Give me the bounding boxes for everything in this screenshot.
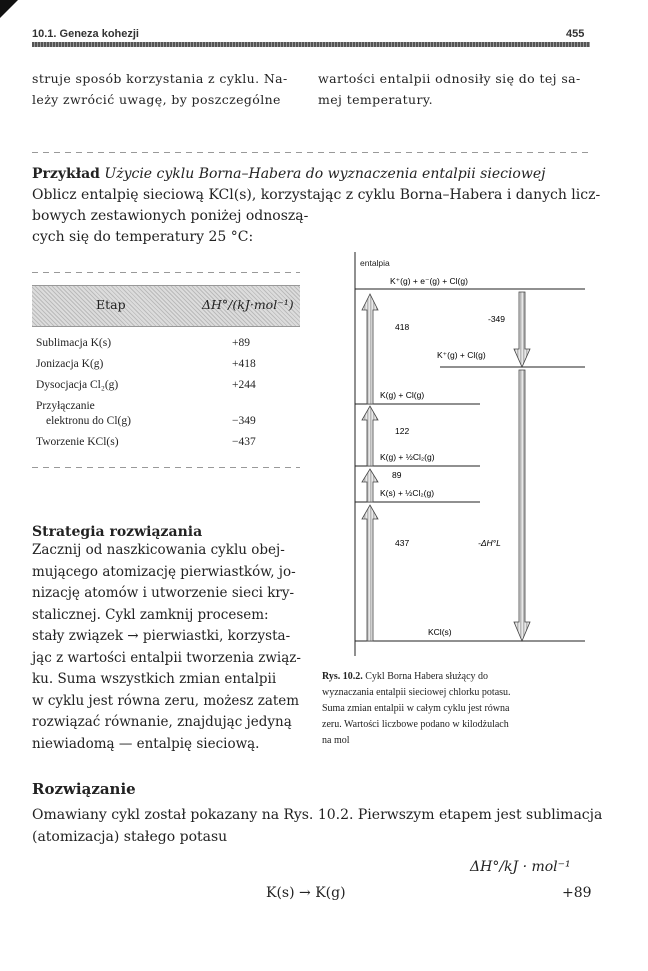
strategy-block <box>32 524 304 755</box>
table-value: −437 <box>232 436 256 448</box>
caption-line: na mol <box>322 735 350 746</box>
example-text: bowych zestawionych poniżej odnoszą- <box>32 208 309 224</box>
table-row <box>32 337 300 358</box>
level-label: K(g) + Cl(g) <box>380 390 425 400</box>
table-step: Dysocjacja Cl₂(g) <box>36 379 119 391</box>
lattice-enthalpy-arrow <box>514 370 530 641</box>
figure-caption <box>322 669 594 749</box>
value-label: -349 <box>488 314 506 324</box>
solution-line: (atomizacja) stałego potasu <box>32 829 228 845</box>
example-label: Przykład <box>32 166 100 182</box>
table-value: +89 <box>232 337 250 349</box>
value-label: 122 <box>395 426 410 436</box>
level-label: K⁺(g) + Cl(g) <box>437 350 486 360</box>
strategy-line: rozwiązać równanie, znajdując jedyną <box>32 714 292 730</box>
example-text: cych się do temperatury 25 °C: <box>32 229 254 245</box>
data-table <box>32 272 300 468</box>
table-step: elektronu do Cl(g) <box>46 415 131 427</box>
level-label: K⁺(g) + e⁻(g) + Cl(g) <box>390 276 468 286</box>
table-row <box>32 415 300 436</box>
solution-title: Rozwiązanie <box>32 780 136 798</box>
strategy-line: w cyklu jest równa zeru, możesz zatem <box>32 692 300 709</box>
value-label: -ΔH°L <box>478 538 501 548</box>
unit-header: ΔH°/kJ · mol⁻¹ <box>470 859 571 875</box>
table-step: Sublimacja K(s) <box>36 337 112 349</box>
intro-right-column <box>318 68 593 110</box>
strategy-line: mującego atomizację pierwiastków, jo- <box>32 563 296 580</box>
strategy-line: Zacznij od naszkicowania cyklu obej- <box>32 542 285 558</box>
sublimation-arrow <box>362 469 378 502</box>
born-haber-diagram <box>340 244 595 662</box>
solution-line: Omawiany cykl został pokazany na Rys. 10.2. Pierwszym etapem jest sublimacja <box>32 807 603 823</box>
strategy-line: stalicznej. Cykl zamknij procesem: <box>32 606 269 623</box>
caption-label: Rys. 10.2. <box>322 671 363 682</box>
strategy-line: ku. Suma wszystkich zmian entalpii <box>32 671 277 687</box>
value-label: 418 <box>395 322 410 332</box>
strategy-line: stały związek → pierwiastki, korzysta- <box>32 628 291 644</box>
header-rule <box>32 42 590 47</box>
energy-levels <box>355 289 585 641</box>
page-number: 455 <box>566 28 585 40</box>
table-body <box>32 337 300 457</box>
strategy-title: Strategia rozwiązania <box>32 524 203 540</box>
table-row <box>32 358 300 379</box>
table-value: −349 <box>232 415 256 427</box>
page-corner-mark <box>0 0 18 18</box>
ionization-arrow <box>362 294 378 404</box>
table-header <box>32 285 300 327</box>
caption-line: Cykl Borna Habera służący do <box>365 671 489 682</box>
table-value: +244 <box>232 379 256 391</box>
solution-text <box>32 804 602 848</box>
example-title: Użycie cyklu Borna–Habera do wyznaczenia entalpii sieciowej <box>104 166 546 182</box>
table-value: +418 <box>232 358 256 370</box>
value-label: 89 <box>392 470 402 480</box>
strategy-line: niewiadomą — entalpię sieciową. <box>32 735 260 752</box>
level-label: K(g) + ½Cl₂(g) <box>380 452 435 462</box>
table-step: Jonizacja K(g) <box>36 358 104 370</box>
table-step: Przyłączanie <box>36 400 95 412</box>
example-block <box>32 164 601 248</box>
divider <box>32 152 592 153</box>
dissociation-arrow <box>362 406 378 466</box>
table-row <box>32 379 300 400</box>
table-row <box>32 436 300 457</box>
table-bottom-rule <box>32 467 300 468</box>
equation-value: +89 <box>562 885 592 901</box>
table-step: Tworzenie KCl(s) <box>36 436 119 448</box>
caption-line: wyznaczania entalpii sieciowej chlorku potasu. <box>322 687 511 698</box>
running-header: 10.1. Geneza kohezji <box>32 28 139 40</box>
value-label: 437 <box>395 538 410 548</box>
table-row <box>32 400 300 415</box>
table-header-cell: ΔH°/(kJ·mol⁻¹) <box>202 297 294 312</box>
electron-affinity-arrow <box>514 292 530 367</box>
table-header-cell: Etap <box>96 297 126 312</box>
level-label: KCl(s) <box>428 627 452 637</box>
example-text: Oblicz entalpię sieciową KCl(s), korzystając z cyklu Borna–Habera i danych licz- <box>32 187 601 203</box>
strategy-line: nizację atomów i utworzenie sieci kry- <box>32 585 295 601</box>
caption-line: Suma zmian entalpii w całym cyklu jest równa <box>322 703 510 714</box>
intro-left-column <box>32 68 304 110</box>
level-label: K(s) + ½Cl₂(g) <box>380 488 435 498</box>
equation: K(s) → K(g) <box>266 885 346 901</box>
intro-left-line: leży zwrócić uwagę, by poszczególne <box>32 92 281 107</box>
intro-left-line: struje sposób korzystania z cyklu. Na- <box>32 71 288 86</box>
intro-right-line: wartości entalpii odnosiły się do tej sa- <box>318 71 581 86</box>
strategy-text <box>32 540 304 755</box>
intro-right-line: mej temperatury. <box>318 92 434 107</box>
formation-arrow <box>362 505 378 641</box>
enthalpy-axis-label: entalpia <box>360 258 390 268</box>
caption-line: zeru. Wartości liczbowe podano w kilodżulach <box>322 719 509 730</box>
table-top-rule <box>32 272 300 273</box>
strategy-line: jąc z wartości entalpii tworzenia związ- <box>32 649 301 666</box>
